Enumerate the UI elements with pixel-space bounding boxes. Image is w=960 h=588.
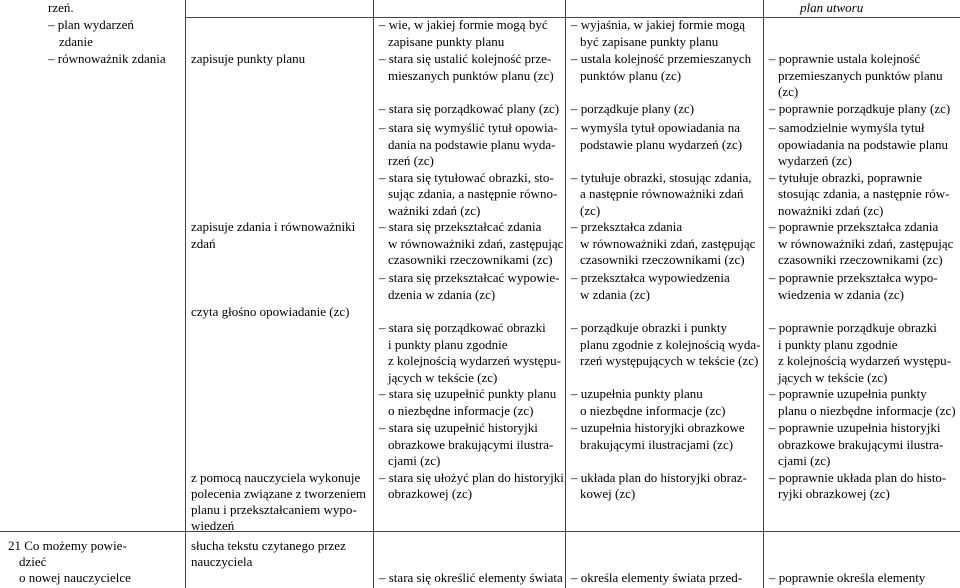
text-line: o niezbędne informacje (zc) <box>580 403 726 418</box>
text-line: (zc) <box>778 84 799 99</box>
text-line: słucha tekstu czytanego przez <box>191 538 346 553</box>
text-line: punktów planu (zc) <box>580 68 682 83</box>
text-line: czyta głośno opowiadanie (zc) <box>191 304 350 319</box>
text-line: – stara się wymyślić tytuł opowia- <box>379 120 558 135</box>
text-line: – tytułuje obrazki, stosując zdania, <box>571 170 752 185</box>
text-line: być zapisane punkty planu <box>580 34 719 49</box>
column-divider <box>373 0 374 588</box>
column-divider <box>565 0 566 588</box>
text-line: z pomocą nauczyciela wykonuje <box>191 470 361 485</box>
text-line: 21 Co możemy powie- <box>8 538 127 553</box>
text-line: w równoważniki zdań, zastępując <box>388 236 564 251</box>
text-line: – stara się uzupełnić historyjki <box>379 420 538 435</box>
text-line: cjami (zc) <box>388 453 441 468</box>
text-line: dzieć <box>19 554 47 569</box>
text-line: z kolejnością wydarzeń występu- <box>778 353 951 368</box>
text-line: wydarzeń (zc) <box>778 153 852 168</box>
text-line: – układa plan do historyjki obraz- <box>571 470 747 485</box>
text-line: wiedzeń <box>191 518 235 533</box>
text-line: mieszanych punktów planu (zc) <box>388 68 554 83</box>
text-line: stosując zdania, a następnie rów- <box>778 186 950 201</box>
text-line: – poprawnie porządkuje obrazki <box>769 320 937 335</box>
text-line: – poprawnie uzupełnia punkty <box>769 386 927 401</box>
row-divider <box>0 531 960 532</box>
text-line: planu o niezbędne informacje (zc) <box>778 403 956 418</box>
text-line: polecenia związane z tworzeniem <box>191 486 367 501</box>
text-line: – stara się tytułować obrazki, sto- <box>379 170 554 185</box>
text-line: w równoważniki zdań, zastępując <box>778 236 954 251</box>
text-line: – określa elementy świata przed- <box>571 570 743 585</box>
text-line: ważniki zdań (zc) <box>388 203 481 218</box>
text-line: rzeń występujących w tekście (zc) <box>580 353 759 368</box>
text-line: nauczyciela <box>191 554 253 569</box>
text-line: (zc) <box>580 203 601 218</box>
text-line: – ustala kolejność przemieszanych <box>571 51 752 66</box>
text-line: o niezbędne informacje (zc) <box>388 403 534 418</box>
text-line: – stara się ułożyć plan do historyjki <box>379 470 564 485</box>
text-line: brakującymi ilustracjami (zc) <box>580 437 734 452</box>
text-line: noważniki zdań (zc) <box>778 203 884 218</box>
text-line: – wie, w jakiej formie mogą być <box>379 17 548 32</box>
text-line: podstawie planu wydarzeń (zc) <box>580 137 743 152</box>
text-line: – poprawnie przekształca wypo- <box>769 270 938 285</box>
text-line: – przekształca wypowiedzenia <box>571 270 730 285</box>
text-line: i punkty planu zgodnie <box>388 337 508 352</box>
text-line: – porządkuje obrazki i punkty <box>571 320 727 335</box>
text-line: wiedzenia w zdania (zc) <box>778 287 904 302</box>
text-line: obrazkowej (zc) <box>388 486 473 501</box>
text-line: – poprawnie przekształca zdania <box>769 219 939 234</box>
text-line: planu i przekształcaniem wypo- <box>191 502 357 517</box>
text-line: rzeń. <box>48 0 74 15</box>
text-line: – uzupełnia punkty planu <box>571 386 703 401</box>
text-line: plan utworu <box>800 0 864 15</box>
text-line: opowiadania na podstawie planu <box>778 137 949 152</box>
text-line: – stara się ustalić kolejność prze- <box>379 51 552 66</box>
text-line: – stara się określić elementy świata <box>379 570 563 585</box>
text-line: dania na podstawie planu wyda- <box>388 137 556 152</box>
text-line: – poprawnie uzupełnia historyjki <box>769 420 941 435</box>
text-line: obrazkowe brakującymi ilustra- <box>778 437 944 452</box>
text-line: – tytułuje obrazki, poprawnie <box>769 170 923 185</box>
text-line: zdanie <box>59 34 93 49</box>
text-line: – plan wydarzeń <box>48 17 134 32</box>
text-line: – porządkuje plany (zc) <box>571 101 695 116</box>
text-line: – poprawnie określa elementy <box>769 570 926 585</box>
text-line: – stara się uzupełnić punkty planu <box>379 386 557 401</box>
text-line: zapisane punkty planu <box>388 34 505 49</box>
text-line: planu zgodnie z kolejnością wyda- <box>580 337 761 352</box>
text-line: cjami (zc) <box>778 453 831 468</box>
text-line: z kolejnością wydarzeń występu- <box>388 353 561 368</box>
text-line: – wymyśla tytuł opowiadania na <box>571 120 740 135</box>
text-line: – stara się przekształcać wypowie- <box>379 270 560 285</box>
text-line: zapisuje zdania i równoważniki <box>191 219 356 234</box>
text-line: – uzupełnia historyjki obrazkowe <box>571 420 745 435</box>
text-line: – stara się porządkować plany (zc) <box>379 101 560 116</box>
text-line: – przekształca zdania <box>571 219 683 234</box>
text-line: i punkty planu zgodnie <box>778 337 898 352</box>
text-line: przemieszanych punktów planu <box>778 68 943 83</box>
column-divider <box>185 0 186 588</box>
text-line: – poprawnie układa plan do histo- <box>769 470 947 485</box>
text-line: o nowej nauczycielce <box>19 570 131 585</box>
text-line: dzenia w zdania (zc) <box>388 287 496 302</box>
text-line: – równoważnik zdania <box>48 51 166 66</box>
text-line: – poprawnie porządkuje plany (zc) <box>769 101 951 116</box>
text-line: rzeń (zc) <box>388 153 434 168</box>
text-line: zdań <box>191 236 216 251</box>
text-line: a następnie równoważniki zdań <box>580 186 744 201</box>
text-line: – samodzielnie wymyśla tytuł <box>769 120 925 135</box>
text-line: obrazkowe brakującymi ilustra- <box>388 437 554 452</box>
text-line: czasowniki rzeczownikami (zc) <box>778 252 943 267</box>
column-divider <box>763 0 764 588</box>
text-line: – poprawnie ustala kolejność <box>769 51 921 66</box>
text-line: ryjki obrazkowej (zc) <box>778 486 890 501</box>
text-line: kowej (zc) <box>580 486 636 501</box>
text-line: czasowniki rzeczownikami (zc) <box>580 252 745 267</box>
text-line: zapisuje punkty planu <box>191 51 306 66</box>
text-line: jących w tekście (zc) <box>778 370 888 385</box>
text-line: w zdania (zc) <box>580 287 651 302</box>
text-line: jących w tekście (zc) <box>388 370 498 385</box>
text-line: – stara się porządkować obrazki <box>379 320 546 335</box>
text-line: – stara się przekształcać zdania <box>379 219 542 234</box>
text-line: w równoważniki zdań, zastępując <box>580 236 756 251</box>
text-line: sując zdania, a następnie równo- <box>388 186 558 201</box>
text-line: czasowniki rzeczownikami (zc) <box>388 252 553 267</box>
text-line: – wyjaśnia, w jakiej formie mogą <box>571 17 746 32</box>
